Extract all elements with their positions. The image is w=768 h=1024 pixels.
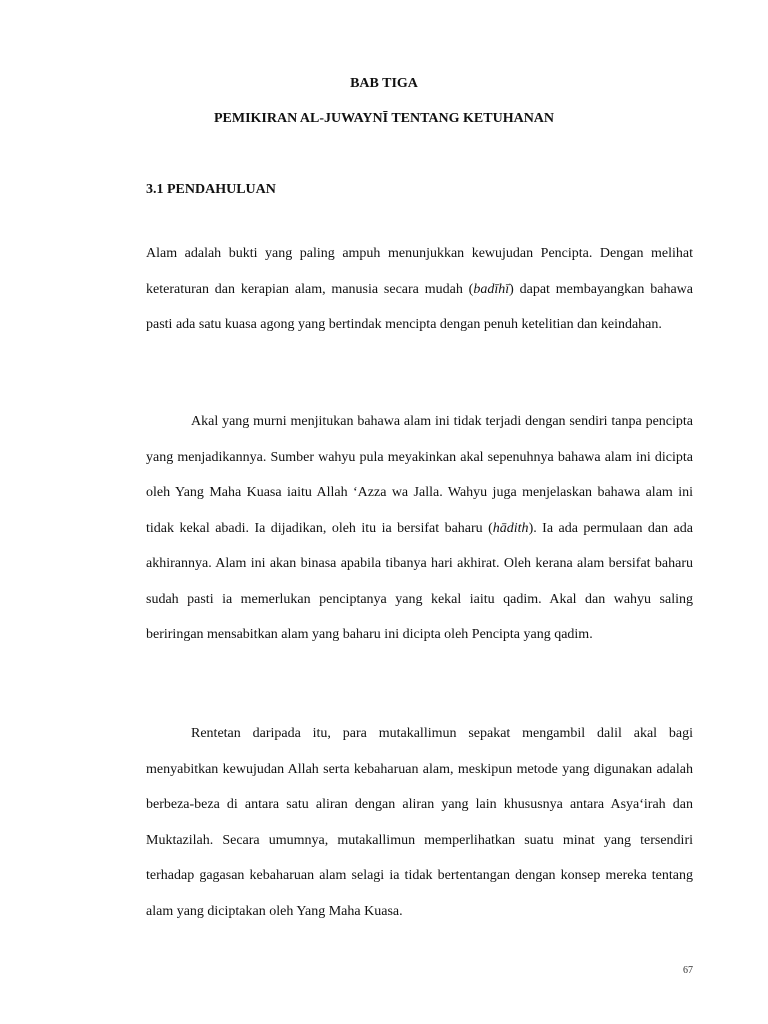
paragraph-1 — [146, 236, 693, 343]
paragraph-2-text-before: Akal yang murni menjitukan bahawa alam ini tidak terjadi dengan sendiri tanpa pencipta yang menjadikannya. Sumber wahyu pula meyakinkan akal sepenuhnya bahawa alam ini dicipta oleh Yang Maha Kuasa iaitu Allah ‘Azza wa Jalla. Wahyu juga menjelaskan bahawa alam ini tidak kekal abadi. Ia dijadikan, oleh itu ia bersifat baharu ( — [146, 414, 693, 536]
section-heading: 3.1 PENDAHULUAN — [146, 182, 276, 197]
paragraph-2-emphasis: hādith — [492, 520, 529, 536]
paragraph-3 — [146, 716, 693, 929]
paragraph-2-text-after: ). Ia ada permulaan dan ada akhirannya. Alam ini akan binasa apabila tibanya hari akhirat. Oleh kerana alam bersifat baharu sudah pasti ia memerlukan penciptanya yang kekal iaitu qadim. Akal dan wahyu saling beriringan mensabitkan alam yang baharu ini dicipta oleh Pencipta yang qadim. — [146, 520, 693, 642]
paragraph-1-text-after: ) dapat membayangkan bahawa pasti ada satu kuasa agong yang bertindak mencipta dengan penuh ketelitian dan keindahan. — [146, 281, 693, 332]
paragraph-1-text-before: Alam adalah bukti yang paling ampuh menunjukkan kewujudan Pencipta. Dengan melihat keteraturan dan kerapian alam, manusia secara mudah ( — [146, 246, 693, 297]
paragraph-3-text: Rentetan daripada itu, para mutakallimun sepakat mengambil dalil akal bagi menyabitkan kewujudan Allah serta kebaharuan alam, meskipun metode yang digunakan adalah berbeza-beza di antara satu aliran dengan aliran yang lain khususnya antara Asya‘irah dan Muktazilah. Secara umumnya, mutakallimun memperlihatkan suatu minat yang tersendiri terhadap gagasan kebaharuan alam selagi ia tidak bertentangan dengan konsep mereka tentang alam yang diciptakan oleh Yang Maha Kuasa. — [146, 726, 693, 919]
paragraph-1-emphasis: badīhī — [473, 281, 510, 297]
chapter-label: BAB TIGA — [350, 76, 418, 91]
paragraph-2 — [146, 404, 693, 653]
chapter-title: PEMIKIRAN AL-JUWAYNĪ TENTANG KETUHANAN — [213, 111, 555, 126]
page-number: 67 — [683, 965, 693, 976]
